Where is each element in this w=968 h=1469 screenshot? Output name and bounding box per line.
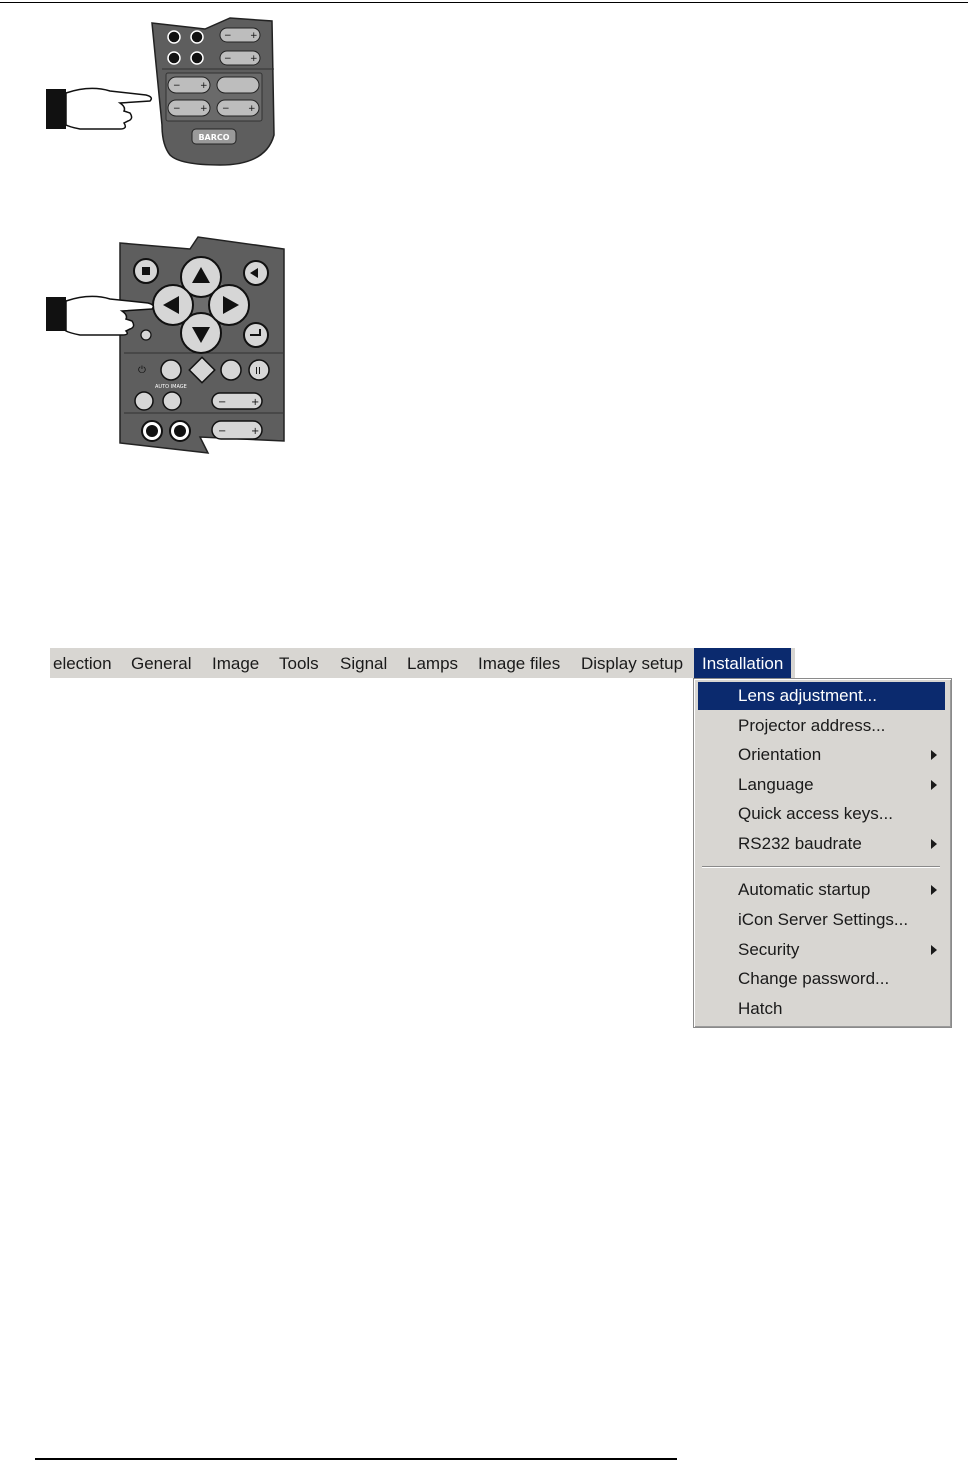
menu-item-label: RS232 baudrate [738,834,862,853]
auto-image-label: AUTO IMAGE [155,384,187,390]
svg-text:+: + [250,31,258,41]
menu-item-security[interactable] [698,936,945,964]
menu-item-label: Quick access keys... [738,804,893,823]
brand-label: BARCO [198,133,230,142]
menu-item-label: Projector address... [738,716,886,735]
submenu-arrow-icon [931,945,937,955]
svg-text:−: − [173,104,181,114]
menu-item-projector-address[interactable] [698,712,945,740]
menu-item-change-password[interactable] [698,965,945,993]
menu-item-label: Security [738,940,800,959]
pointing-hand-icon [46,88,151,129]
remote-control-illustration-bottom [40,235,290,457]
svg-text:−: − [224,54,232,64]
svg-text:+: + [248,104,256,114]
osd-menu-bar [50,648,795,678]
menu-item-icon-server-settings[interactable] [698,906,945,934]
menu-item-hatch[interactable] [698,995,945,1023]
svg-text:−: − [224,31,232,41]
menu-tools[interactable]: Tools [279,654,319,673]
menu-item-quick-access-keys[interactable] [698,800,945,828]
svg-text:+: + [251,426,260,437]
svg-text:−: − [218,426,227,437]
submenu-arrow-icon [931,885,937,895]
svg-text:−: − [222,104,230,114]
menu-item-rs232-baudrate[interactable] [698,830,945,858]
svg-text:+: + [200,104,208,114]
svg-text:+: + [250,54,258,64]
remote-control-illustration-top [40,15,280,170]
submenu-arrow-icon [931,750,937,760]
svg-text:+: + [251,397,260,408]
menu-item-label: Automatic startup [738,880,871,899]
menu-image-files[interactable]: Image files [478,654,561,673]
menu-lamps[interactable]: Lamps [407,654,459,673]
menu-general[interactable]: General [131,654,192,673]
page-footer-rule [35,1458,677,1460]
menu-item-label: Lens adjustment... [738,686,877,705]
menu-item-label: Hatch [738,999,783,1018]
menu-item-label: Orientation [738,745,822,764]
svg-text:−: − [173,81,181,91]
menu-selection[interactable]: election [53,654,112,673]
menu-item-label: iCon Server Settings... [738,910,909,929]
menu-item-language[interactable] [698,771,945,799]
installation-dropdown [693,678,952,1028]
svg-text:+: + [200,81,208,91]
page-top-rule [0,2,968,3]
remote-brand-plate [192,129,236,144]
svg-text:II: II [255,366,261,377]
submenu-arrow-icon [931,839,937,849]
menu-installation[interactable]: Installation [694,648,791,678]
menu-item-label: Language [738,775,814,794]
svg-text:⏻: ⏻ [138,365,146,376]
menu-item-orientation[interactable] [698,741,945,769]
menu-separator [702,866,940,868]
submenu-arrow-icon [931,780,937,790]
menu-item-lens-adjustment[interactable] [698,682,945,710]
menu-display-setup[interactable]: Display setup [581,654,684,673]
menu-item-automatic-startup[interactable] [698,876,945,904]
menu-image[interactable]: Image [212,654,260,673]
menu-item-label: Change password... [738,969,890,988]
svg-text:−: − [218,397,227,408]
menu-signal[interactable]: Signal [340,654,388,673]
